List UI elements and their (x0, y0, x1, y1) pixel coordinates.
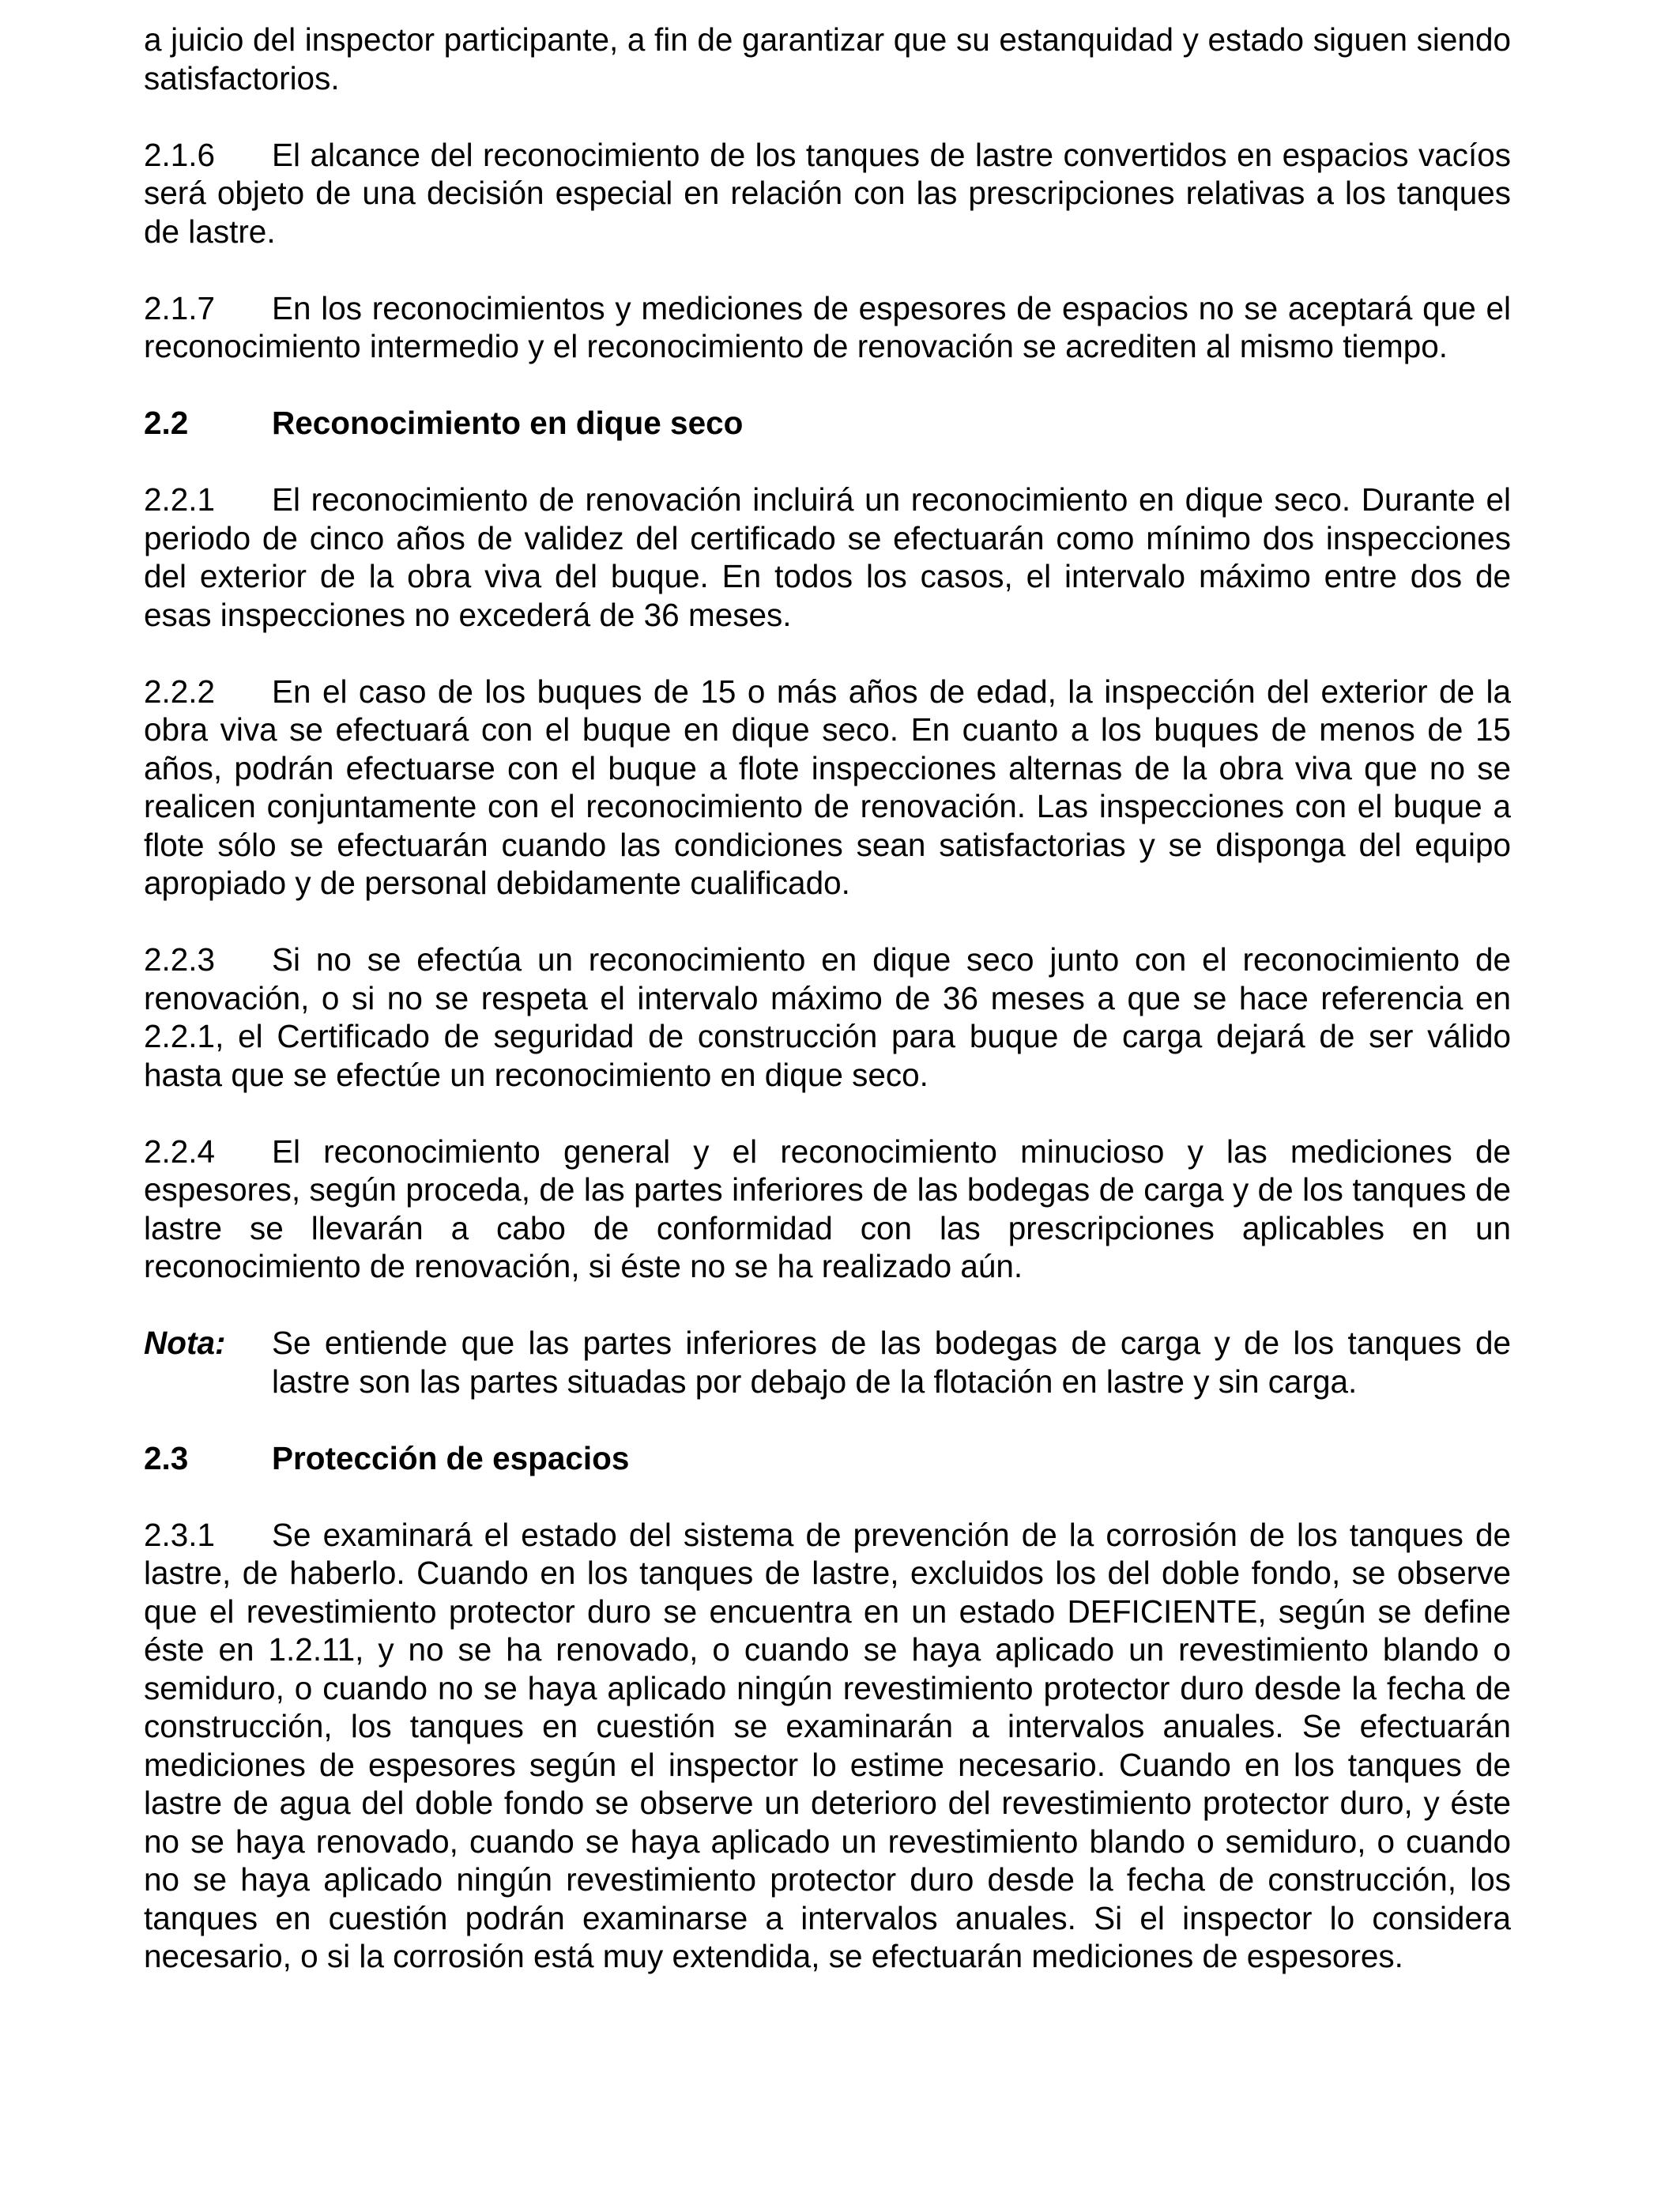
continuation-paragraph (144, 21, 1511, 97)
paragraph-2-2-3 (144, 941, 1511, 1094)
paragraph-number: 2.1.6 (144, 136, 216, 173)
paragraph-2-1-7 (144, 289, 1511, 366)
note-text: Se entiende que las partes inferiores de las bodegas de carga y de los tanques de lastre son las partes situadas por debajo de la flotación en lastre y sin carga. (272, 1325, 1511, 1400)
paragraph-number: 2.2.4 (144, 1133, 216, 1170)
paragraph-text: El reconocimiento general y el reconocimiento minucioso y las mediciones de espesores, según proceda, de las partes inferiores de las bodegas de carga y de los tanques de lastre se llevarán a cabo de conformidad con las prescripciones aplicables en un reconocimiento de renovación, si éste no se ha realizado aún. (144, 1133, 1511, 1284)
paragraph-text: En los reconocimientos y mediciones de espesores de espacios no se aceptará que el reconocimiento intermedio y el reconocimiento de renovación se acrediten al mismo tiempo. (144, 289, 1511, 364)
section-title: Reconocimiento en dique seco (272, 405, 744, 441)
paragraph-2-2-1 (144, 481, 1511, 634)
paragraph-number: 2.2.1 (144, 481, 216, 518)
paragraph-2-2-2 (144, 673, 1511, 903)
paragraph-text: El alcance del reconocimiento de los tanques de lastre convertidos en espacios vacíos será objeto de una decisión especial en relación con las prescripciones relativas a los tanques de lastre. (144, 136, 1511, 250)
document-page (144, 21, 1511, 2014)
paragraph-text: En el caso de los buques de 15 o más años de edad, la inspección del exterior de la obra viva se efectuará con el buque en dique seco. En cuanto a los buques de menos de 15 años, podrán efectuarse con el buque a flote inspecciones alternas de la obra viva que no se realicen conjuntamente con el reconocimiento de renovación. Las inspecciones con el buque a flote sólo se efectuarán cuando las condiciones sean satisfactorias y se disponga del equipo apropiado y de personal debidamente cualificado. (144, 673, 1511, 901)
note-label: Nota: (144, 1325, 226, 1361)
paragraph-2-1-6 (144, 136, 1511, 251)
paragraph-text: Si no se efectúa un reconocimiento en dique seco junto con el reconocimiento de renovación, o si no se respeta el intervalo máximo de 36 meses a que se hace referencia en 2.2.1, el Certificado de seguridad de construcción para buque de carga dejará de ser válido hasta que se efectúe un reconocimiento en dique seco. (144, 941, 1511, 1093)
continuation-text: a juicio del inspector participante, a fin de garantizar que su estanquidad y estado siguen siendo satisfactorios. (144, 21, 1511, 96)
paragraph-number: 2.2.3 (144, 941, 216, 978)
paragraph-2-3-1 (144, 1516, 1511, 1976)
section-number: 2.2 (144, 405, 189, 441)
paragraph-2-2-4 (144, 1133, 1511, 1286)
paragraph-number: 2.1.7 (144, 289, 216, 326)
paragraph-text: El reconocimiento de renovación incluirá un reconocimiento en dique seco. Durante el periodo de cinco años de validez del certificado se efectuarán como mínimo dos inspecciones del exterior de la obra viva del buque. En todos los casos, el intervalo máximo entre dos de esas inspecciones no excederá de 36 meses. (144, 481, 1511, 633)
section-number: 2.3 (144, 1439, 189, 1476)
section-title: Protección de espacios (272, 1439, 630, 1476)
section-heading-2-3 (144, 1439, 1511, 1478)
paragraph-number: 2.2.2 (144, 673, 216, 710)
note-block (144, 1324, 1511, 1400)
paragraph-number: 2.3.1 (144, 1516, 216, 1553)
section-heading-2-2 (144, 404, 1511, 443)
paragraph-text: Se examinará el estado del sistema de prevención de la corrosión de los tanques de lastre, de haberlo. Cuando en los tanques de lastre, excluidos los del doble fondo, se observe que el revestimiento protector duro se encuentra en un estado DEFICIENTE, según se define éste en 1.2.11, y no se ha renovado, o cuando se haya aplicado un revestimiento blando o semiduro, o cuando no se haya aplicado ningún revestimiento protector duro desde la fecha de construcción, los tanques en cuestión se examinarán a intervalos anuales. Se efectuarán mediciones de espesores según el inspector lo estime necesario. Cuando en los tanques de lastre de agua del doble fondo se observe un deterioro del revestimiento protector duro, y éste no se haya renovado, cuando se haya aplicado un revestimiento blando o semiduro, o cuando no se haya aplicado ningún revestimiento protector duro desde la fecha de construcción, los tanques en cuestión podrán examinarse a intervalos anuales. Si el inspector lo considera necesario, o si la corrosión está muy extendida, se efectuarán mediciones de espesores. (144, 1516, 1511, 1974)
